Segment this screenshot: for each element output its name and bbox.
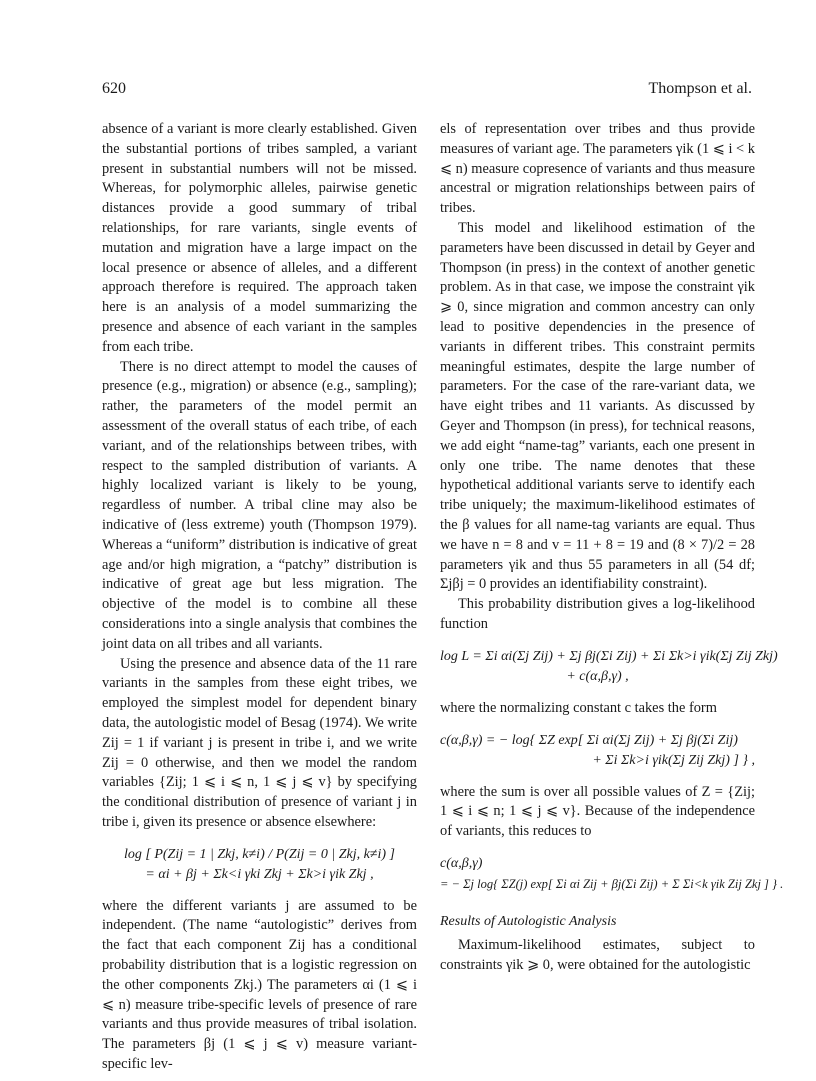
log-likelihood-equation (440, 647, 778, 687)
running-head-authors: Thompson et al. (648, 80, 752, 97)
paragraph: els of representation over tribes and thus provide measures of variant age. The parameters γik (1 ⩽ i < k ⩽ n) measure copresence of variants and thus measure ancestral or migration relationships between pairs of tribes. (440, 121, 755, 217)
paragraph: Using the presence and absence data of the 11 rare variants in the samples from these eight tribes, we employed the simplest model for dependent binary data, the autologistic model of Besag (1974). We write Zij = 1 if variant j is present in tribe i, and we write Zij = 0 otherwise, and then we model the random variables {Zij; 1 ⩽ i ⩽ n, 1 ⩽ j ⩽ v} by specifying the conditional distribution of presence of variant j in tribe i, given its presence or absence elsewhere: (102, 655, 417, 830)
equation-line: log L = Σi αi(Σj Zij) + Σj βj(Σi Zij) + Σi Σk>i γik(Σj Zij Zkj) (440, 648, 778, 664)
equation-line: = − Σj log{ ΣZ(j) exp[ Σi αi Zij + βj(Σi Zij) + Σ Σi<k γik Zij Zkj ] } . (440, 876, 784, 891)
equation-line: log [ P(Zij = 1 | Zkj, k≠i) / P(Zij = 0 | Zkj, k≠i) ] (123, 846, 395, 862)
conditional-logit-equation (102, 845, 417, 885)
equation-line: + Σi Σk>i γik(Σj Zij Zkj) ] } , (592, 752, 755, 768)
paragraph: where the different variants j are assumed to be independent. (The name “autologistic” derives from the fact that each component Zij has a conditional probability distribution that is a logistic regression on the other components Zkj.) The parameters αi (1 ⩽ i ⩽ n) measure tribe-specific levels of presence of rare variants and thus provide measures of tribal isolation. The parameters βj (1 ⩽ j ⩽ v) measure variant-specific lev- (102, 897, 417, 1073)
section-heading: Results of Autologistic Analysis (440, 913, 617, 929)
equation-line: + c(α,β,γ) , (566, 668, 629, 684)
page-number: 620 (102, 80, 126, 97)
page-header (102, 80, 752, 102)
left-column (102, 120, 417, 1075)
paragraph: Maximum-likelihood estimates, subject to constraints γik ⩾ 0, were obtained for the autologistic (440, 936, 755, 973)
paragraph: absence of a variant is more clearly established. Given the substantial portions of tribes sampled, a variant present in substantial numbers will not be missed. Whereas, for polymorphic alleles, pairwise genetic distances provide a good summary of tribal relationships, for rare variants, single events of mutation and migration have a large impact on the local presence or absence of alleles, and a different approach therefore is required. The approach taken here is an analysis of a model summarizing the presence and absence of each variant in the samples from each tribe. (102, 121, 417, 355)
equation-line: = αi + βj + Σk<i γki Zkj + Σk>i γik Zkj , (145, 866, 374, 882)
normalizing-constant-equation (440, 731, 755, 771)
right-column (440, 120, 784, 975)
reduced-constant-equation (440, 854, 784, 894)
paragraph: where the normalizing constant c takes the form (440, 699, 717, 716)
paragraph: There is no direct attempt to model the causes of presence (e.g., migration) or absence (e.g., sampling); rather, the parameters of the model permit an assessment of the overall status of each tribe, of each variant, and of the relationships between tribes, with respect to the sampled distribution of variants. A highly localized variant is likely to be young, regardless of number. A tribal cline may also be indicative of (less extreme) youth (Thompson 1979). Whereas a “uniform” distribution is indicative of great age and/or high migration, a “patchy” distribution is indicative of great age but less migration. The objective of the model is to combine all these considerations into a single analysis that combines the joint data on all tribes and all variants. (102, 358, 417, 652)
paragraph: This model and likelihood estimation of the parameters have been discussed in detail by Geyer and Thompson (in press) in the context of another genetic problem. As in that case, we impose the constraint γik ⩾ 0, since migration and common ancestry can only lead to positive dependencies in the presence of variants in different tribes. This constraint permits meaningful estimates, despite the large number of parameters. For the case of the rare-variant data, we have eight tribes and 11 variants. As discussed by Geyer and Thompson (in press), for technical reasons, we add eight “name-tag” variants, each one present in only one tribe. The name denotes that these hypothetical additional variants serve to identify each tribe uniquely; the maximum-likelihood estimates of the β values for all name-tag variants are equal. Thus we have n = 8 and v = 11 + 8 = 19 and (8 × 7)/2 = 28 parameters γik and thus 55 parameters in all (54 df; Σjβj = 0 provides an identifiability constraint). (440, 219, 755, 593)
equation-line: c(α,β,γ) = − log{ ΣZ exp[ Σi αi(Σj Zij) + Σj βj(Σi Zij) (440, 732, 738, 748)
equation-line: c(α,β,γ) (440, 855, 483, 871)
paragraph: This probability distribution gives a log-likelihood function (440, 596, 755, 632)
paragraph: where the sum is over all possible values of Z = {Zij; 1 ⩽ i ⩽ n; 1 ⩽ j ⩽ v}. Because of the independence of variants, this reduces to (440, 783, 755, 840)
